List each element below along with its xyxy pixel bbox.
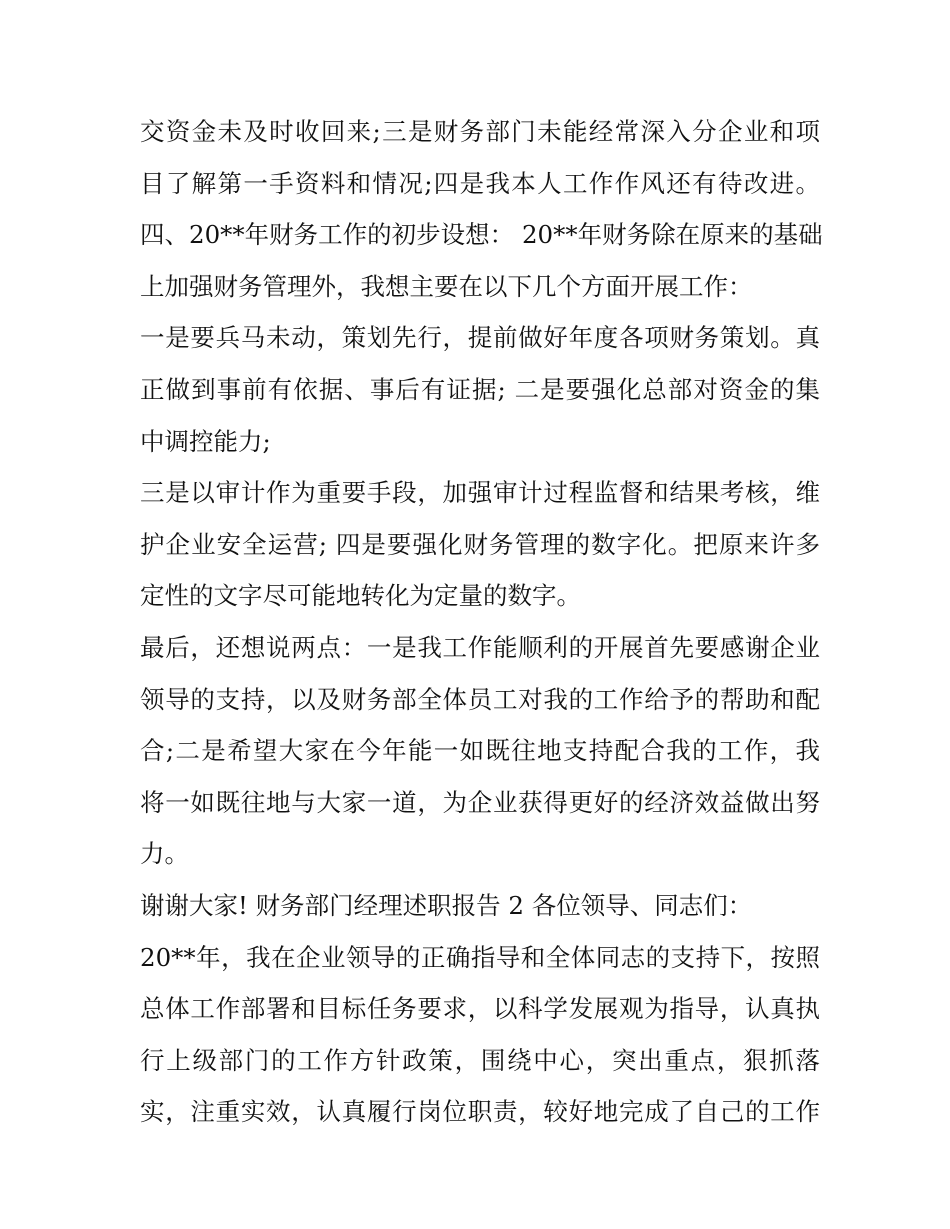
text-line: 领导的支持，以及财务部全体员工对我的工作给予的帮助和配 xyxy=(140,684,820,714)
text-line: 一是要兵马未动，策划先行，提前做好年度各项财务策划。真 xyxy=(140,323,820,353)
text-line: 正做到事前有依据、事后有证据; 二是要强化总部对资金的集 xyxy=(140,374,820,404)
text-line: 三是以审计作为重要手段，加强审计过程监督和结果考核，维 xyxy=(140,478,820,508)
text-line: 行上级部门的工作方针政策，围绕中心，突出重点，狠抓落 xyxy=(140,1045,820,1075)
text-line: 合;二是希望大家在今年能一如既往地支持配合我的工作，我 xyxy=(140,736,820,766)
text-line: 力。 xyxy=(140,839,189,869)
text-line: 总体工作部署和目标任务要求，以科学发展观为指导，认真执 xyxy=(140,994,820,1024)
body-text xyxy=(140,106,823,1138)
text-line: 谢谢大家! 财务部门经理述职报告 2 各位领导、同志们： xyxy=(140,890,753,920)
text-line: 目了解第一手资料和情况;四是我本人工作作风还有待改进。 xyxy=(140,168,820,198)
text-line: 交资金未及时收回来;三是财务部门未能经常深入分企业和项 xyxy=(140,117,820,146)
text-line: 上加强财务管理外，我想主要在以下几个方面开展工作： xyxy=(140,271,753,301)
text-line: 20**年，我在企业领导的正确指导和全体同志的支持下，按照 xyxy=(140,942,820,972)
text-line: 中调控能力; xyxy=(140,426,271,456)
text-line: 定性的文字尽可能地转化为定量的数字。 xyxy=(140,581,581,611)
text-line: 四、20**年财务工作的初步设想： 20**年财务除在原来的基础 xyxy=(140,220,823,250)
text-line: 将一如既往地与大家一道，为企业获得更好的经济效益做出努 xyxy=(140,787,820,817)
text-line: 护企业安全运营; 四是要强化财务管理的数字化。把原来许多 xyxy=(140,529,820,559)
text-line: 实，注重实效，认真履行岗位职责，较好地完成了自己的工作 xyxy=(140,1097,820,1127)
text-line: 最后，还想说两点：一是我工作能顺利的开展首先要感谢企业 xyxy=(140,632,820,662)
